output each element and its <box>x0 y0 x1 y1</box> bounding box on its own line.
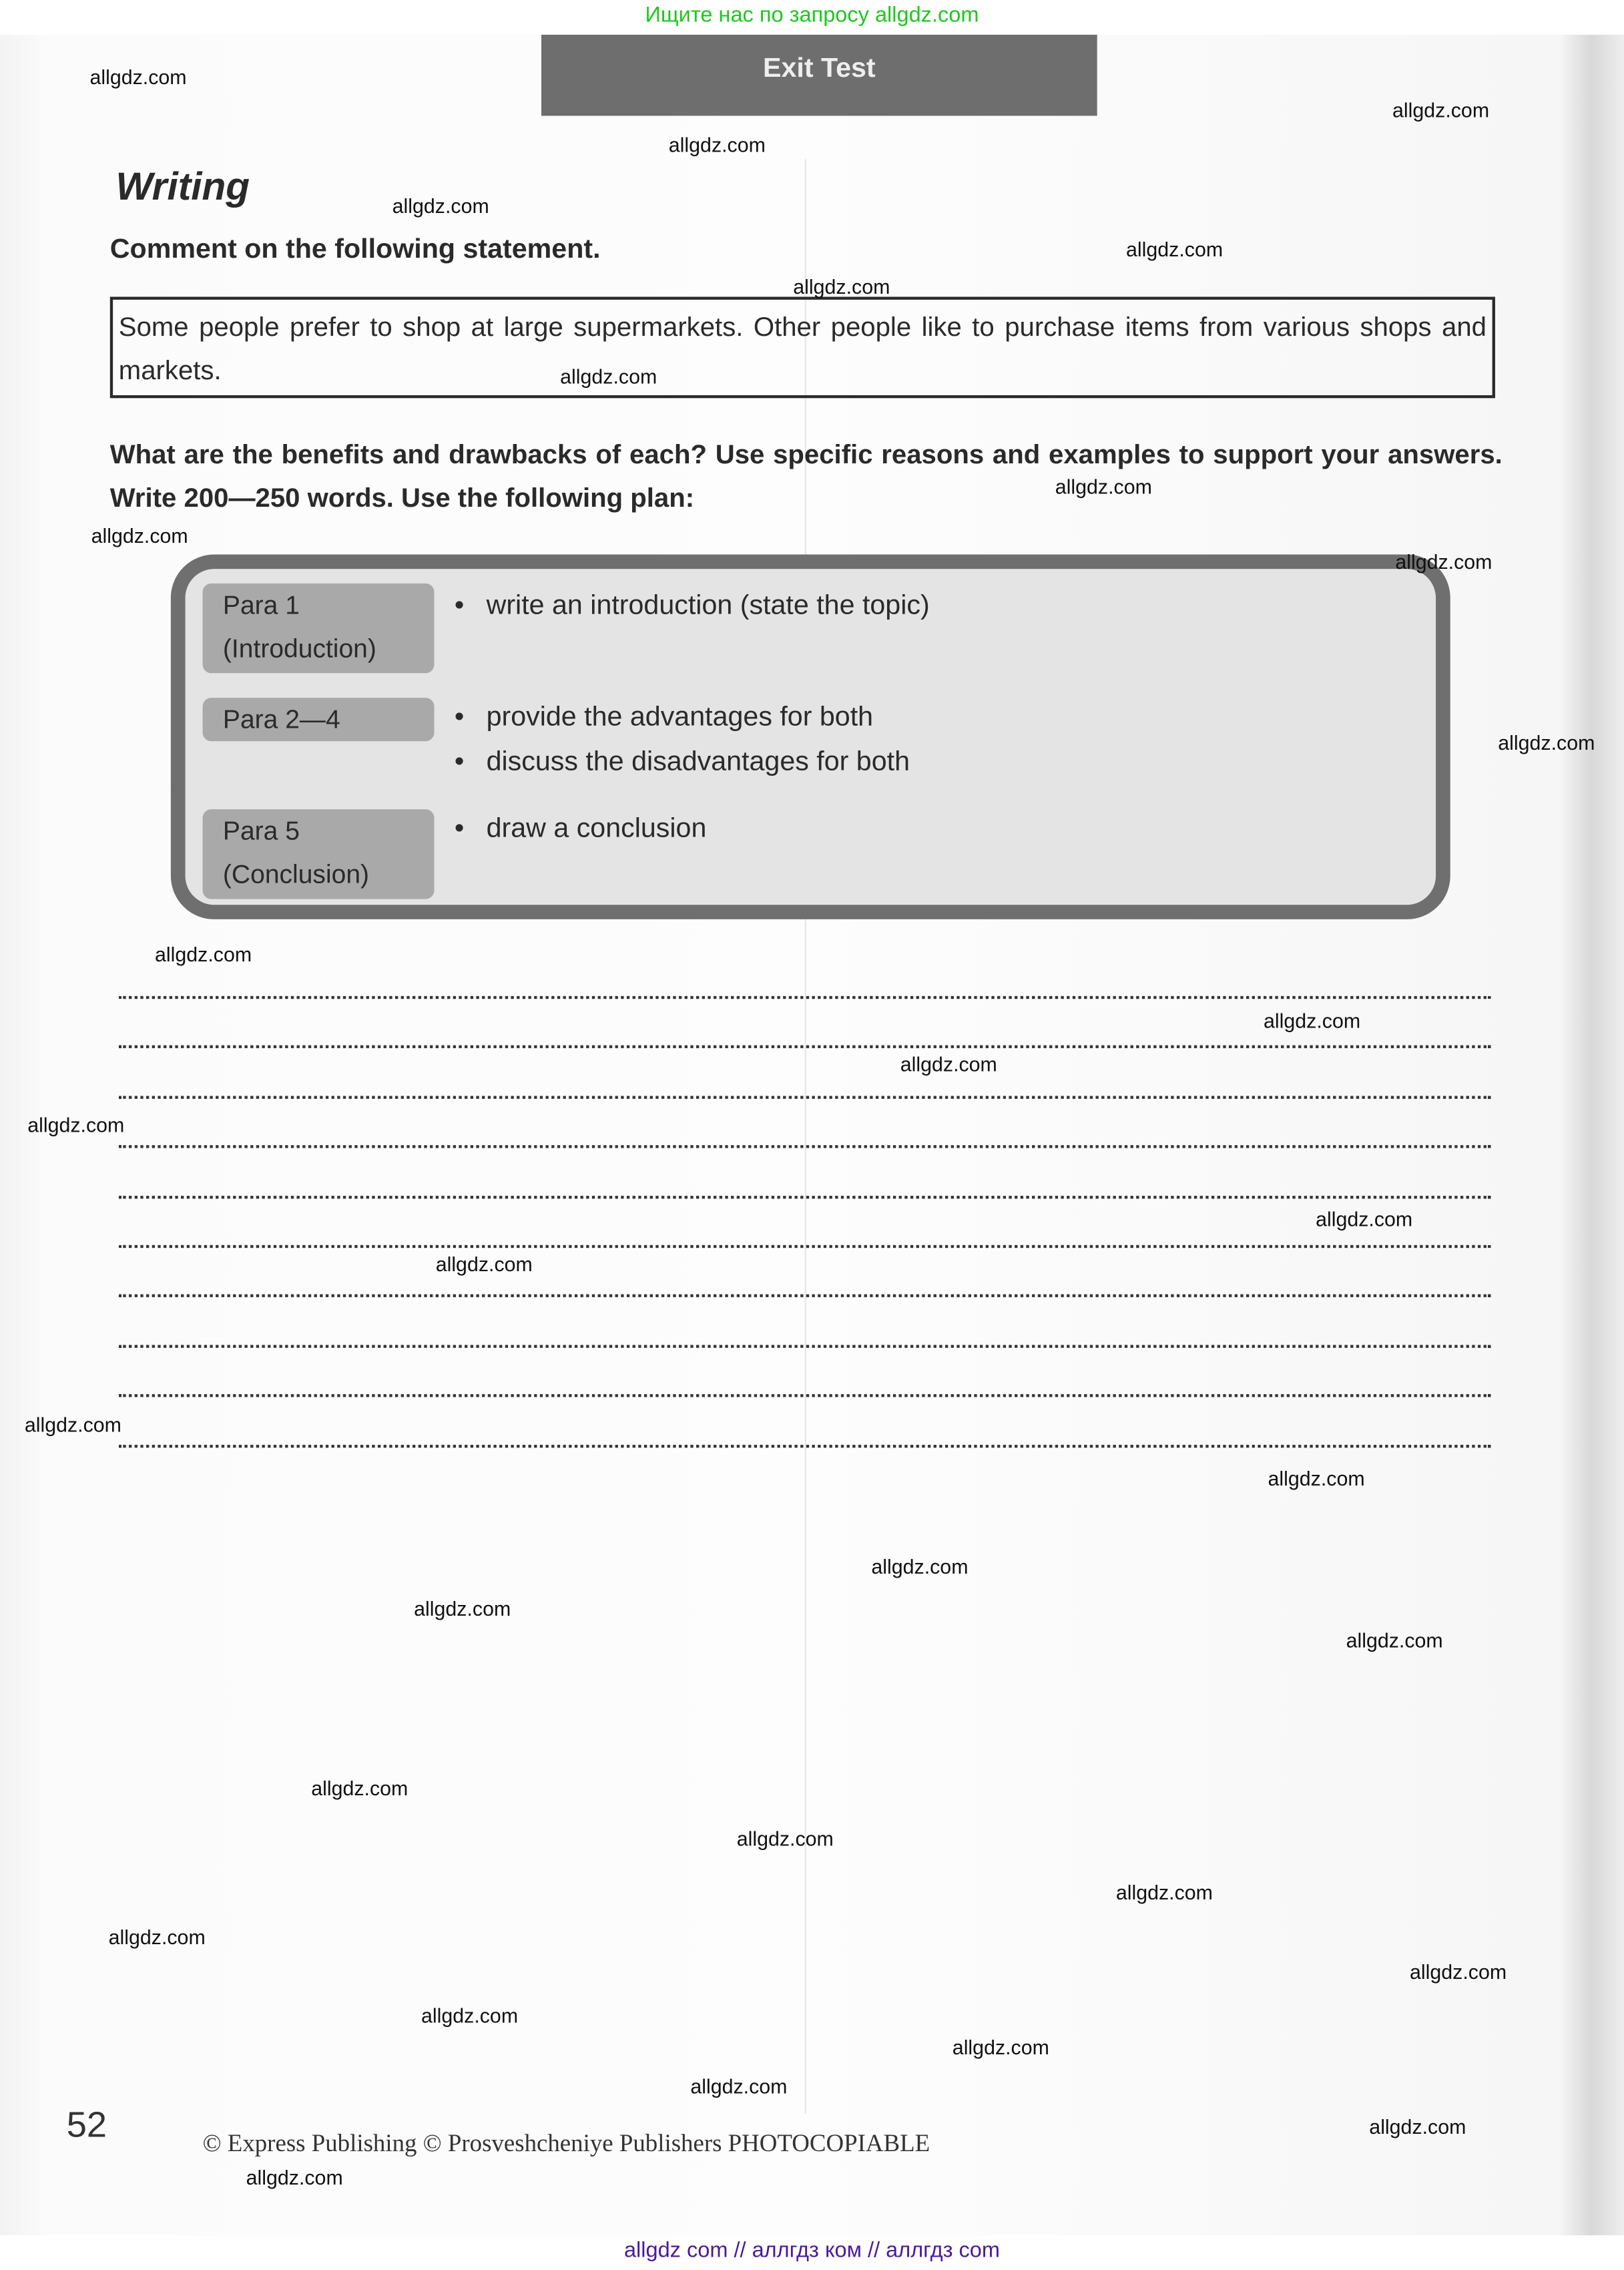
watermark: allgdz.com <box>1055 475 1152 498</box>
watermark: allgdz.com <box>1498 731 1595 754</box>
point-text: provide the advantages for both <box>486 702 874 733</box>
watermark: allgdz.com <box>414 1596 511 1620</box>
instruction: Comment on the following statement. <box>109 234 601 265</box>
plan-label-para5 <box>203 809 435 899</box>
answer-line[interactable] <box>119 1245 1491 1248</box>
watermark: allgdz.com <box>900 1052 997 1076</box>
top-banner[interactable]: Ищите нас по запросу allgdz.com <box>0 0 1624 35</box>
watermark: allgdz.com <box>91 523 188 547</box>
watermark: allgdz.com <box>1395 549 1493 574</box>
watermark: allgdz.com <box>24 1413 121 1437</box>
watermark: allgdz.com <box>27 1113 125 1137</box>
plan-label-para1 <box>203 584 435 673</box>
watermark: allgdz.com <box>1268 1466 1365 1490</box>
bullet-icon: • <box>454 746 465 778</box>
watermark: allgdz.com <box>435 1252 533 1276</box>
plan-box <box>171 554 1450 919</box>
copyright-footer: © Express Publishing © Prosveshcheniye Publishers PHOTOCOPIABLE <box>202 2129 930 2157</box>
watermark: allgdz.com <box>1369 2115 1466 2138</box>
answer-line[interactable] <box>119 1046 1491 1048</box>
question: What are the benefits and drawbacks of each? Use specific reasons and examples to support your answers. Write 200—250 words. Use the following plan: <box>109 439 1503 513</box>
point-text: discuss the disadvantages for both <box>486 746 910 778</box>
watermark: allgdz.com <box>1410 1960 1507 1984</box>
answer-line[interactable] <box>119 1444 1491 1447</box>
watermark: allgdz.com <box>560 365 657 389</box>
label-line: Para 2—4 <box>222 705 340 734</box>
answer-line[interactable] <box>119 1195 1491 1198</box>
point-text: draw a conclusion <box>486 813 707 845</box>
plan-point <box>455 814 707 846</box>
statement-box: Some people prefer to shop at large supermarkets. Other people like to purchase items from various shops and markets. <box>110 297 1495 399</box>
plan-point <box>455 702 873 734</box>
plan-point <box>455 591 930 623</box>
watermark: allgdz.com <box>155 942 252 966</box>
answer-line[interactable] <box>119 996 1491 999</box>
answer-line[interactable] <box>119 1395 1491 1397</box>
watermark: allgdz.com <box>311 1776 409 1800</box>
watermark: allgdz.com <box>392 194 489 218</box>
watermark: allgdz.com <box>871 1554 969 1578</box>
watermark: allgdz.com <box>89 65 187 89</box>
plan-label-para2-4 <box>203 698 435 741</box>
bottom-banner[interactable]: allgdz com // аллгдз ком // аллгдз com <box>0 2235 1624 2270</box>
bullet-icon: • <box>454 702 465 733</box>
watermark: allgdz.com <box>952 2035 1049 2059</box>
label-line: Para 5 <box>222 816 300 846</box>
point-text: write an introduction (state the topic) <box>486 590 930 622</box>
label-line: Para 1 <box>222 590 300 620</box>
page-number: 52 <box>66 2104 107 2146</box>
watermark: allgdz.com <box>1115 1880 1213 1904</box>
watermark: allgdz.com <box>1346 1628 1443 1652</box>
watermark: allgdz.com <box>690 2074 788 2098</box>
plan-point <box>455 747 910 779</box>
label-line: (Conclusion) <box>222 860 370 889</box>
watermark: allgdz.com <box>421 2004 519 2027</box>
header-tab: Exit Test <box>541 35 1097 116</box>
section-title: Writing <box>115 165 250 209</box>
watermark: allgdz.com <box>1392 98 1490 122</box>
answer-line[interactable] <box>119 1146 1491 1148</box>
watermark: allgdz.com <box>668 133 766 157</box>
label-line: (Introduction) <box>222 634 376 664</box>
answer-line[interactable] <box>119 1096 1491 1098</box>
watermark: allgdz.com <box>1316 1207 1413 1231</box>
bullet-icon: • <box>454 590 465 622</box>
watermark: allgdz.com <box>1126 237 1224 261</box>
watermark: allgdz.com <box>736 1827 834 1851</box>
watermark: allgdz.com <box>793 274 890 298</box>
bullet-icon: • <box>454 813 465 845</box>
answer-line[interactable] <box>119 1345 1491 1347</box>
watermark: allgdz.com <box>246 2165 343 2189</box>
watermark: allgdz.com <box>108 1925 206 1949</box>
answer-line[interactable] <box>119 1295 1491 1297</box>
watermark: allgdz.com <box>1264 1009 1361 1033</box>
